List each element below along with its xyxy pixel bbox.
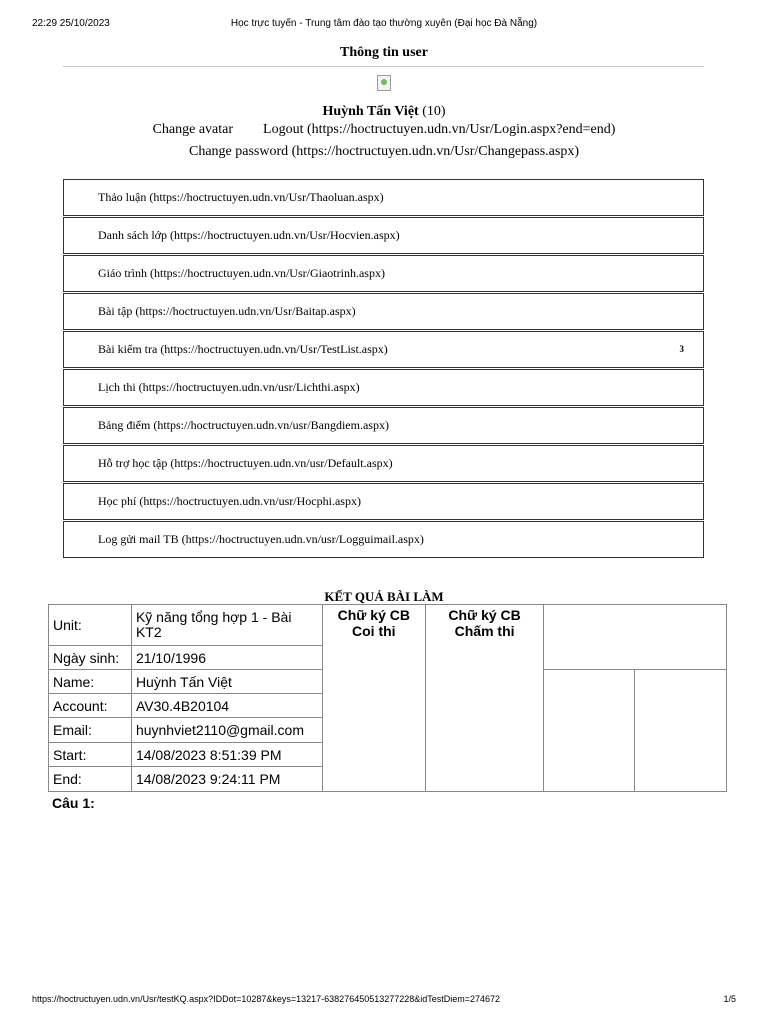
row-value: 14/08/2023 9:24:11 PM xyxy=(131,767,322,792)
logout-link[interactable]: Logout (https://hoctructuyen.udn.vn/Usr/Login.aspx?end=end) xyxy=(263,122,616,137)
menu-item-bang-diem[interactable] xyxy=(63,407,704,444)
row-label: Email: xyxy=(49,718,132,743)
menu-item-thao-luan[interactable] xyxy=(63,179,704,216)
menu-item-label: Giáo trình (https://hoctructuyen.udn.vn/Usr/Giaotrinh.aspx) xyxy=(98,266,385,280)
print-footer-url: https://hoctructuyen.udn.vn/Usr/testKQ.aspx?IDDot=10287&keys=13217-638276450513277228&idTestDiem=274672 xyxy=(32,994,501,1004)
broken-image-icon[interactable] xyxy=(377,75,391,91)
menu-item-bai-kiem-tra[interactable] xyxy=(63,331,704,368)
user-name-line xyxy=(0,104,768,120)
menu-item-log-gui-mail[interactable] xyxy=(63,521,704,558)
menu-item-ho-tro-hoc-tap[interactable] xyxy=(63,445,704,482)
row-label: Account: xyxy=(49,694,132,718)
title-divider xyxy=(63,66,704,67)
menu-item-label: Bài tập (https://hoctructuyen.udn.vn/Usr/Baitap.aspx) xyxy=(98,304,356,318)
menu-item-bai-tap[interactable] xyxy=(63,293,704,330)
sig-grader: Chữ ký CB Chấm thi xyxy=(425,605,544,792)
row-value: Kỹ năng tổng hợp 1 - Bài KT2 xyxy=(131,605,322,646)
menu-item-label: Bài kiểm tra (https://hoctructuyen.udn.vn/Usr/TestList.aspx) xyxy=(98,342,388,356)
row-value: 14/08/2023 8:51:39 PM xyxy=(131,743,322,767)
sig-proctor: Chữ ký CB Coi thi xyxy=(322,605,425,792)
row-label: Start: xyxy=(49,743,132,767)
menu-item-lich-thi[interactable] xyxy=(63,369,704,406)
row-value: 21/10/1996 xyxy=(131,646,322,670)
menu-item-label: Log gửi mail TB (https://hoctructuyen.udn.vn/usr/Logguimail.aspx) xyxy=(98,532,424,546)
empty-cell xyxy=(635,670,727,792)
menu-item-label: Học phí (https://hoctructuyen.udn.vn/usr/Hocphi.aspx) xyxy=(98,494,361,508)
menu-item-label: Danh sách lớp (https://hoctructuyen.udn.vn/Usr/Hocvien.aspx) xyxy=(98,228,400,242)
print-page-title: Học trực tuyến - Trung tâm đào tạo thường xuyên (Đại học Đà Nẵng) xyxy=(230,18,538,29)
menu-item-label: Thảo luận (https://hoctructuyen.udn.vn/Usr/Thaoluan.aspx) xyxy=(98,190,384,204)
count-badge: 3 xyxy=(679,344,684,354)
change-avatar-link[interactable]: Change avatar xyxy=(152,122,234,137)
question-label: Câu 1: xyxy=(52,795,95,811)
print-page-number: 1/5 xyxy=(723,994,736,1004)
empty-cell xyxy=(544,605,727,670)
menu-item-label: Bảng điểm (https://hoctructuyen.udn.vn/usr/Bangdiem.aspx) xyxy=(98,418,389,432)
menu-item-hoc-phi[interactable] xyxy=(63,483,704,520)
empty-cell xyxy=(544,670,635,792)
results-table xyxy=(48,604,727,792)
row-value: huynhviet2110@gmail.com xyxy=(131,718,322,743)
print-datetime: 22:29 25/10/2023 xyxy=(32,18,110,29)
account-links xyxy=(0,122,768,138)
main-menu xyxy=(63,179,704,559)
menu-item-label: Hỗ trợ học tập (https://hoctructuyen.udn.vn/usr/Default.aspx) xyxy=(98,456,393,470)
user-count: (10) xyxy=(422,104,446,119)
row-label: Ngày sinh: xyxy=(49,646,132,670)
menu-item-giao-trinh[interactable] xyxy=(63,255,704,292)
row-label: Name: xyxy=(49,670,132,694)
menu-item-danh-sach-lop[interactable] xyxy=(63,217,704,254)
menu-item-label: Lịch thi (https://hoctructuyen.udn.vn/usr/Lichthi.aspx) xyxy=(98,380,360,394)
row-label: Unit: xyxy=(49,605,132,646)
results-title: KẾT QUẢ BÀI LÀM xyxy=(324,589,444,604)
user-info-title: Thông tin user xyxy=(340,45,428,60)
row-label: End: xyxy=(49,767,132,792)
row-value: Huỳnh Tấn Việt xyxy=(131,670,322,694)
user-name: Huỳnh Tấn Việt xyxy=(322,104,419,119)
change-password-link[interactable]: Change password (https://hoctructuyen.udn.vn/Usr/Changepass.aspx) xyxy=(189,144,579,159)
row-value: AV30.4B20104 xyxy=(131,694,322,718)
